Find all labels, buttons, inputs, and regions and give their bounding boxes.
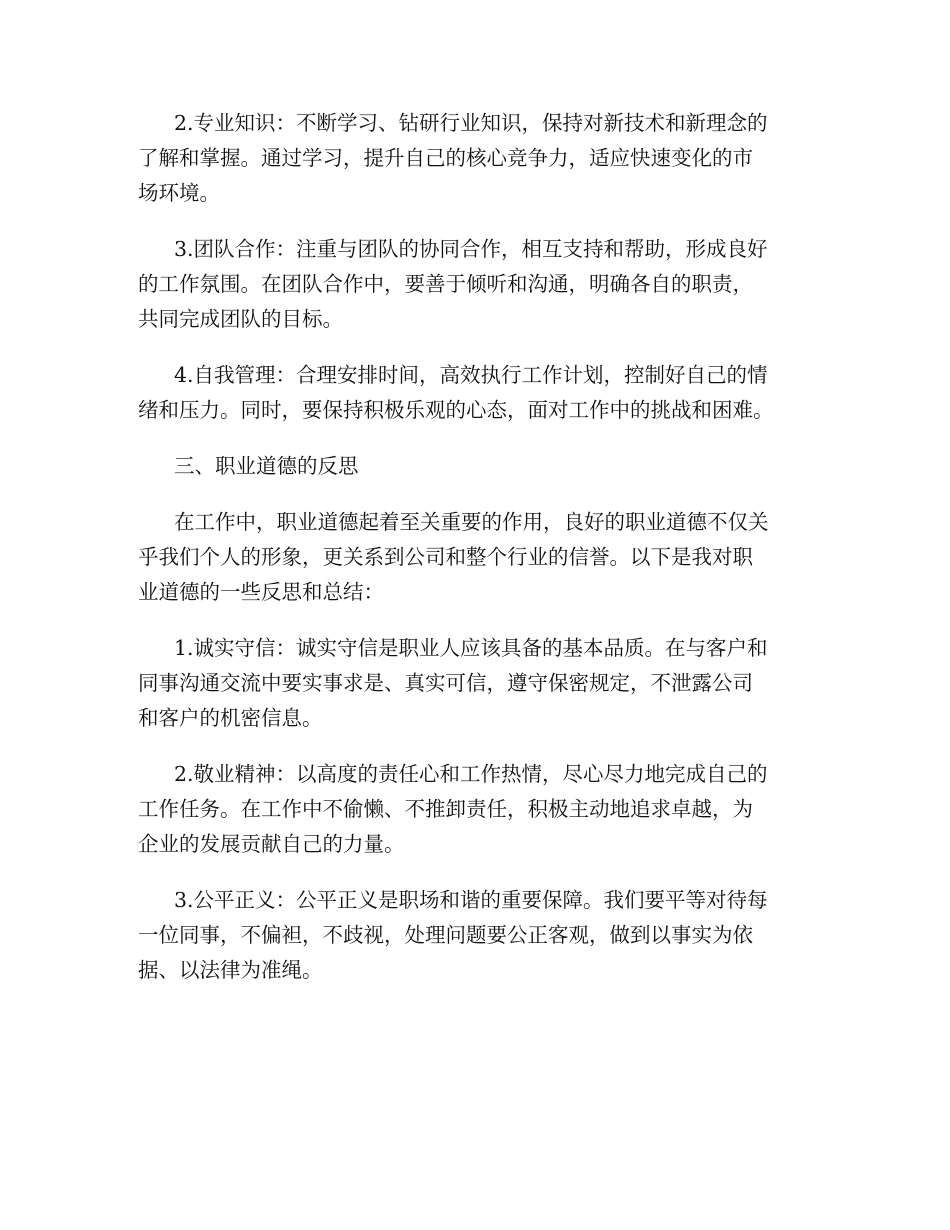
paragraph-line: 1.诚实守信：诚实守信是职业人应该具备的基本品质。在与客户和 (174, 636, 768, 660)
paragraph-line: 的工作氛围。在团队合作中，要善于倾听和沟通，明确各自的职责， (138, 272, 753, 296)
paragraph-line: 3.团队合作：注重与团队的协同合作，相互支持和帮助，形成良好 (174, 237, 768, 261)
paragraph-line: 乎我们个人的形象，更关系到公司和整个行业的信誉。以下是我对职 (138, 545, 753, 569)
paragraph-line: 2.专业知识：不断学习、钻研行业知识，保持对新技术和新理念的 (174, 111, 768, 135)
paragraph-line: 场环境。 (138, 181, 220, 205)
paragraph-line: 同事沟通交流中要实事求是、真实可信，遵守保密规定，不泄露公司 (138, 671, 753, 695)
paragraph-line: 了解和掌握。通过学习，提升自己的核心竞争力，适应快速变化的市 (138, 146, 753, 170)
paragraph-teamwork (138, 232, 828, 337)
paragraph-ethics-intro (138, 505, 828, 610)
paragraph-honesty (138, 631, 828, 736)
paragraph-line: 4.自我管理：合理安排时间，高效执行工作计划，控制好自己的情 (174, 363, 768, 387)
paragraph-professional-knowledge (138, 106, 828, 211)
paragraph-line: 绪和压力。同时，要保持积极乐观的心态，面对工作中的挑战和困难。 (138, 398, 774, 422)
paragraph-line: 和客户的机密信息。 (138, 706, 323, 730)
section-heading: 三、职业道德的反思 (174, 454, 359, 478)
paragraph-line: 据、以法律为准绳。 (138, 958, 323, 982)
paragraph-line: 2.敬业精神：以高度的责任心和工作热情，尽心尽力地完成自己的 (174, 762, 768, 786)
paragraph-fairness (138, 883, 828, 988)
document-body (138, 106, 828, 1009)
paragraph-line: 一位同事，不偏袒，不歧视，处理问题要公正客观，做到以事实为依 (138, 923, 753, 947)
paragraph-line: 企业的发展贡献自己的力量。 (138, 832, 405, 856)
paragraph-line: 业道德的一些反思和总结： (138, 580, 384, 604)
paragraph-line: 在工作中，职业道德起着至关重要的作用，良好的职业道德不仅关 (174, 510, 769, 534)
paragraph-self-management (138, 358, 828, 428)
paragraph-line: 3.公平正义：公平正义是职场和谐的重要保障。我们要平等对待每 (174, 888, 768, 912)
section-heading-professional-ethics (138, 449, 828, 484)
paragraph-line: 共同完成团队的目标。 (138, 307, 343, 331)
paragraph-dedication (138, 757, 828, 862)
paragraph-line: 工作任务。在工作中不偷懒、不推卸责任，积极主动地追求卓越，为 (138, 797, 753, 821)
